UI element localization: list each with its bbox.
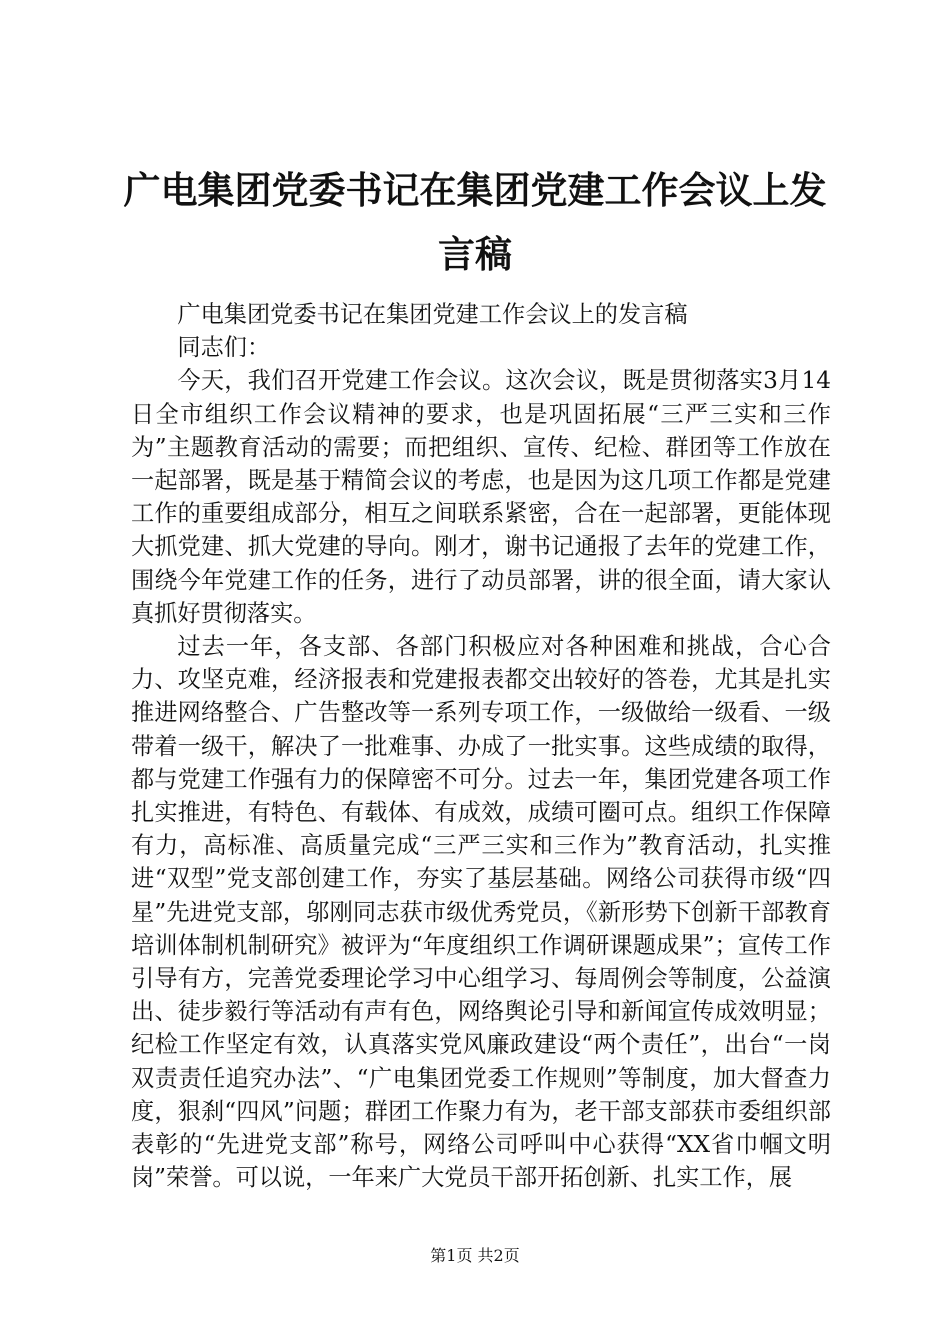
paragraph-subtitle: 广电集团党委书记在集团党建工作会议上的发言稿 [177,301,688,328]
document-body [131,298,831,1194]
paragraph-body-1: 今天，我们召开党建工作会议。这次会议，既是贯彻落实3月14日全市组织工作会议精神的要求，也是巩固拓展“三严三实和三作为”主题教育活动的需要；而把组织、宣传、纪检、群团等工作放在一起部署，既是基于精简会议的考虑，也是因为这几项工作都是党建工作的重要组成部分，相互之间联系紧密，合在一起部署，更能体现大抓党建、抓大党建的导向。刚才，谢书记通报了去年的党建工作，围绕今年党建工作的任务，进行了动员部署，讲的很全面，请大家认真抓好贯彻落实。 [131,367,831,627]
paragraph-body-2: 过去一年，各支部、各部门积极应对各种困难和挑战，合心合力、攻坚克难，经济报表和党建报表都交出较好的答卷，尤其是扎实推进网络整合、广告整改等一系列专项工作，一级做给一级看、一级带着一级干，解决了一批难事、办成了一批实事。这些成绩的取得，都与党建工作强有力的保障密不可分。过去一年，集团党建各项工作扎实推进，有特色、有载体、有成效，成绩可圈可点。组织工作保障有力，高标准、高质量完成“三严三实和三作为”教育活动，扎实推进“双型”党支部创建工作，夯实了基层基础。网络公司获得市级“四星”先进党支部，邬刚同志获市级优秀党员，《新形势下创新干部教育培训体制机制研究》被评为“年度组织工作调研课题成果”；宣传工作引导有方，完善党委理论学习中心组学习、每周例会等制度，公益演出、徒步毅行等活动有声有色，网络舆论引导和新闻宣传成效明显；纪检工作坚定有效，认真落实党风廉政建设“两个责任”，出台“一岗双责责任追究办法”、“广电集团党委工作规则”等制度，加大督查力度，狠刹“四风”问题；群团工作聚力有为，老干部支部获市委组织部表彰的“先进党支部”称号，网络公司呼叫中心获得“XX省巾帼文明岗”荣誉。可以说，一年来广大党员干部开拓创新、扎实工作，展 [131,633,831,1192]
paragraph-salutation: 同志们： [177,334,271,362]
document-title: 广电集团党委书记在集团党建工作会议上发言稿 [123,168,827,276]
page-number: 第1页 共2页 [430,1246,520,1265]
